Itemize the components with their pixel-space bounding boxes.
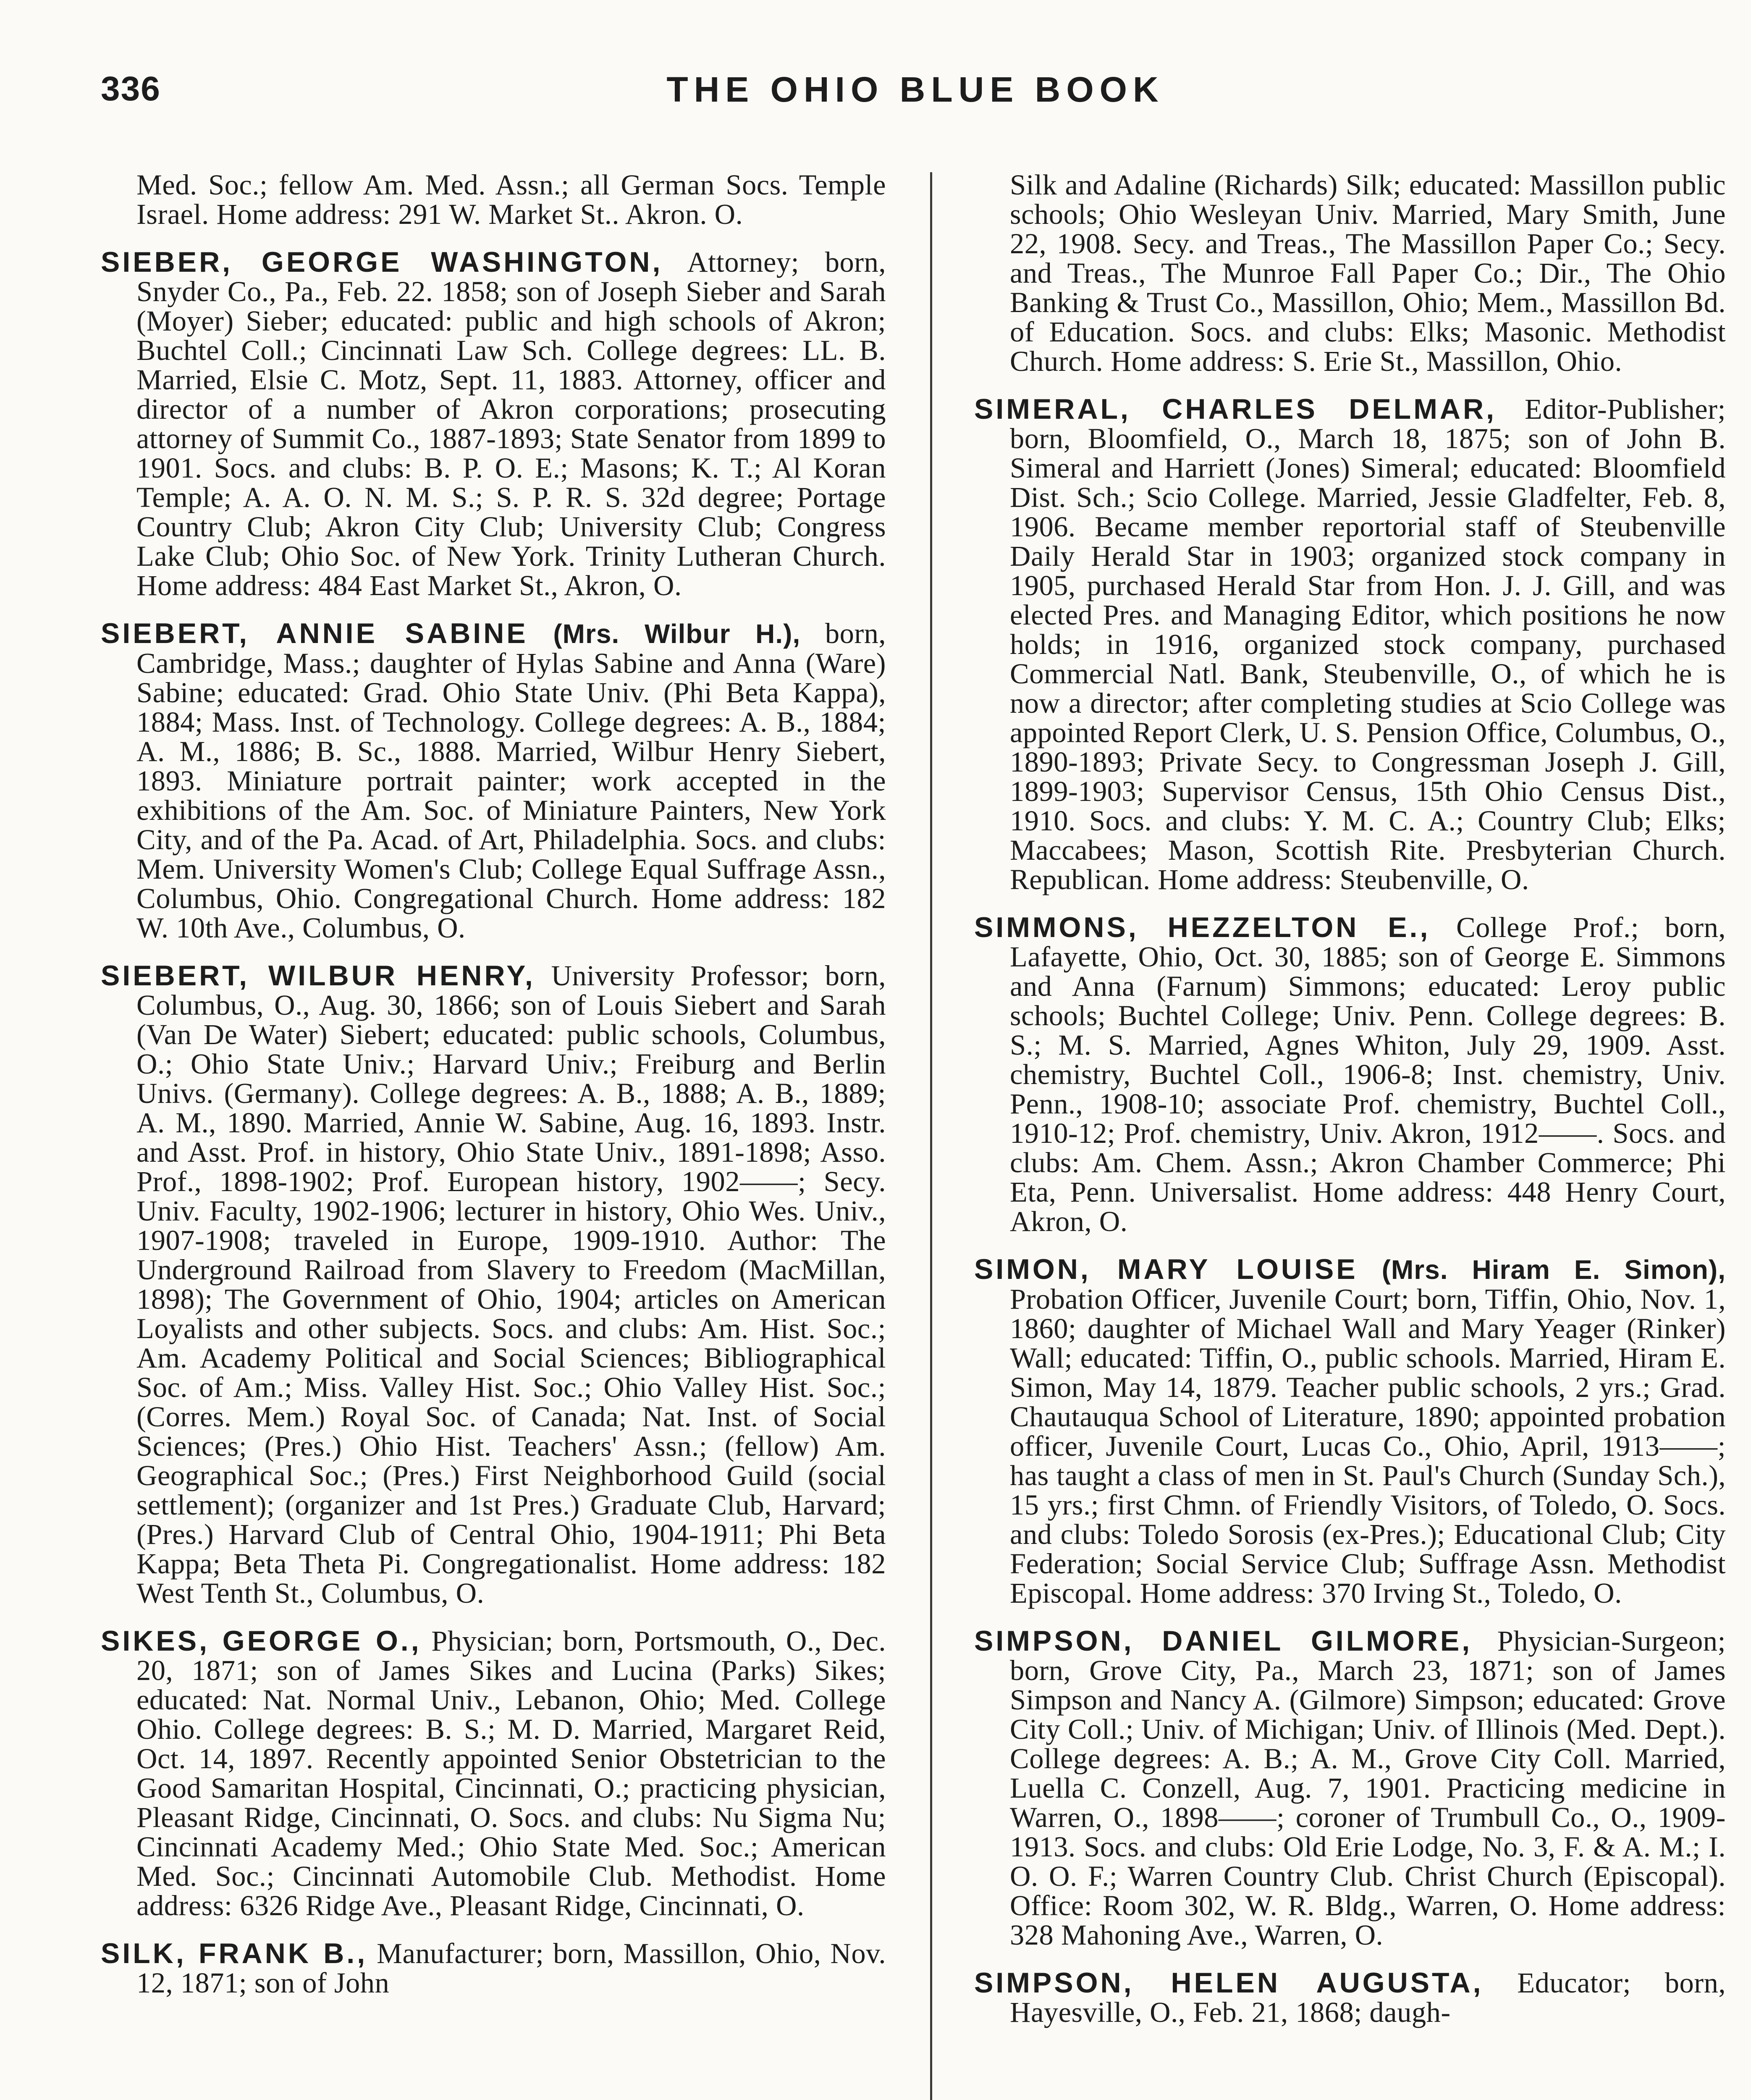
column-divider	[930, 172, 932, 2100]
entry-sieber-george	[101, 247, 886, 600]
left-column	[101, 170, 886, 2100]
entry-simeral-charles	[974, 394, 1726, 894]
entry-text: Physician-Surgeon; born, Grove City, Pa., March 23, 1871; son of James Simpson and Nancy A. (Gilmore) Simpson; educated: Grove City Coll.; Univ. of Michigan; Univ. of Illinois (Med. Dept.). College degrees: A. B.; A. M., Grove City Coll. Married, Luella C. Conzell, Aug. 7, 1901. Practicing medicine in Warren, O., 1898——; coroner of Trumbull Co., O., 1909-1913. Socs. and clubs: Old Erie Lodge, No. 3, F. & A. M.; I. O. O. F.; Warren Country Club. Christ Church (Episcopal). Office: Room 302, W. R. Bldg., Warren, O. Home address: 328 Mahoning Ave., Warren, O.	[1010, 1625, 1726, 1951]
entry-text: born, Cambridge, Mass.; daughter of Hylas Sabine and Anna (Ware) Sabine; educated: Grad. Ohio State Univ. (Phi Beta Kappa), 1884; Mass. Inst. of Technology. College degrees: A. B., 1884; A. M., 1886; B. Sc., 1888. Married, Wilbur Henry Siebert, 1893. Miniature portrait painter; work accepted in the exhibitions of the Am. Soc. of Miniature Painters, New York City, and of the Pa. Acad. of Art, Philadelphia. Socs. and clubs: Mem. University Women's Club; College Equal Suffrage Assn., Columbus, Ohio. Congregational Church. Home address: 182 W. 10th Ave., Columbus, O.	[136, 617, 886, 944]
book-title: THE OHIO BLUE BOOK	[666, 70, 1164, 109]
entry-siebert-wilbur	[101, 961, 886, 1608]
entry-simmons-hezzelton	[974, 913, 1726, 1236]
entry-spouse: (Mrs. Hiram E. Simon),	[1358, 1255, 1726, 1285]
entry-simon-mary	[974, 1255, 1726, 1608]
entry-sikes-george	[101, 1626, 886, 1920]
entry-name: SIKES, GEORGE O.,	[101, 1625, 422, 1657]
page-number: 336	[101, 70, 161, 108]
entry-name: SIMERAL, CHARLES DELMAR,	[974, 393, 1497, 425]
entry-text: University Professor; born, Columbus, O., Aug. 30, 1866; son of Louis Siebert and Sarah (Van De Water) Siebert; educated: public schools, Columbus, O.; Ohio State Univ.; Harvard Univ.; Freiburg and Berlin Univs. (Germany). College degrees: A. B., 1888; A. B., 1889; A. M., 1890. Married, Annie W. Sabine, Aug. 16, 1893. Instr. and Asst. Prof. in history, Ohio State Univ., 1891-1898; Asso. Prof., 1898-1902; Prof. European history, 1902——; Secy. Univ. Faculty, 1902-1906; lecturer in history, Ohio Wes. Univ., 1907-1908; traveled in Europe, 1909-1910. Author: The Underground Railroad from Slavery to Freedom (MacMillan, 1898); The Government of Ohio, 1904; articles on American Loyalists and other subjects. Socs. and clubs: Am. Hist. Soc.; Am. Academy Political and Social Sciences; Bibliographical Soc. of Am.; Miss. Valley Hist. Soc.; Ohio Valley Hist. Soc.; (Corres. Mem.) Royal Soc. of Canada; Nat. Inst. of Social Sciences; (Pres.) Ohio Hist. Teachers' Assn.; (fellow) Am. Geographical Soc.; (Pres.) First Neighborhood Guild (social settlement); (organizer and 1st Pres.) Graduate Club, Harvard; (Pres.) Harvard Club of Central Ohio, 1904-1911; Phi Beta Kappa; Beta Theta Pi. Congregationalist. Home address: 182 West Tenth St., Columbus, O.	[136, 960, 886, 1609]
entry-text: Editor-Publisher; born, Bloomfield, O., March 18, 1875; son of John B. Simeral and Harriett (Jones) Simeral; educated: Bloomfield Dist. Sch.; Scio College. Married, Jessie Gladfelter, Feb. 8, 1906. Became member reportorial staff of Steubenville Daily Herald Star in 1903; organized stock company in 1905, purchased Herald Star from Hon. J. J. Gill, and was elected Pres. and Managing Editor, which positions he now holds; in 1916, organized stock company, purchased Commercial Natl. Bank, Steubenville, O., of which he is now a director; after completing studies at Scio College was appointed Report Clerk, U. S. Pension Office, Columbus, O., 1890-1893; Private Secy. to Congressman Joseph J. Gill, 1899-1903; Supervisor Census, 15th Ohio Census Dist., 1910. Socs. and clubs: Y. M. C. A.; Country Club; Elks; Maccabees; Mason, Scottish Rite. Presbyterian Church. Republican. Home address: Steubenville, O.	[1010, 393, 1726, 895]
entry-continued-top-left	[101, 170, 886, 229]
entry-name: SIEBER, GEORGE WASHINGTON,	[101, 246, 663, 278]
entry-text: College Prof.; born, Lafayette, Ohio, Oct. 30, 1885; son of George E. Simmons and Anna (Farnum) Simmons; educated: Leroy public schools; Buchtel College; Univ. Penn. College degrees: B. S.; M. S. Married, Agnes Whiton, July 29, 1909. Asst. chemistry, Buchtel Coll., 1906-8; Inst. chemistry, Univ. Penn., 1908-10; associate Prof. chemistry, Buchtel Coll., 1910-12; Prof. chemistry, Univ. Akron, 1912——. Socs. and clubs: Am. Chem. Assn.; Akron Chamber Commerce; Phi Eta, Penn. Universalist. Home address: 448 Henry Court, Akron, O.	[1010, 911, 1726, 1237]
entry-silk-frank	[101, 1939, 886, 1998]
entry-text: Manufacturer; born, Massillon, Ohio, Nov. 12, 1871; son of John	[136, 1937, 886, 1999]
entry-text: Probation Officer, Juvenile Court; born, Tiffin, Ohio, Nov. 1, 1860; daughter of Michael Wall and Mary Yeager (Rinker) Wall; educated: Tiffin, O., public schools. Married, Hiram E. Simon, May 14, 1879. Teacher public schools, 2 yrs.; Grad. Chautauqua School of Literature, 1890; appointed probation officer, Juvenile Court, Lucas Co., Ohio, April, 1913——; has taught a class of men in St. Paul's Church (Sunday Sch.), 15 yrs.; first Chmn. of Friendly Visitors, of Toledo, O. Socs. and clubs: Toledo Sorosis (ex-Pres.); Educational Club; City Federation; Social Service Club; Suffrage Assn. Methodist Episcopal. Home address: 370 Irving St., Toledo, O.	[1010, 1283, 1726, 1609]
entry-name: SIEBERT, ANNIE SABINE	[101, 617, 528, 649]
entry-text: Silk and Adaline (Richards) Silk; educated: Massillon public schools; Ohio Wesleyan Univ. Married, Mary Smith, June 22, 1908. Secy. and Treas., The Massillon Paper Co.; Secy. and Treas., The Munroe Fall Paper Co.; Dir., The Ohio Banking & Trust Co., Massillon, Ohio; Mem., Massillon Bd. of Education. Socs. and clubs: Elks; Masonic. Methodist Church. Home address: S. Erie St., Massillon, Ohio.	[1010, 170, 1726, 377]
running-head	[101, 69, 1730, 128]
right-column	[974, 170, 1726, 2100]
entry-continued-top-right	[974, 170, 1726, 376]
entry-name: SILK, FRANK B.,	[101, 1937, 368, 1969]
entry-name: SIMPSON, DANIEL GILMORE,	[974, 1625, 1473, 1657]
entry-siebert-annie	[101, 619, 886, 942]
entry-name: SIMPSON, HELEN AUGUSTA,	[974, 1967, 1484, 1999]
entry-text: Physician; born, Portsmouth, O., Dec. 20, 1871; son of James Sikes and Lucina (Parks) Sikes; educated: Nat. Normal Univ., Lebanon, Ohio; Med. College Ohio. College degrees: B. S.; M. D. Married, Margaret Reid, Oct. 14, 1897. Recently appointed Senior Obstetrician to the Good Samaritan Hospital, Cincinnati, O.; practicing physician, Pleasant Ridge, Cincinnati, O. Socs. and clubs: Nu Sigma Nu; Cincinnati Academy Med.; Ohio State Med. Soc.; American Med. Soc.; Cincinnati Automobile Club. Methodist. Home address: 6326 Ridge Ave., Pleasant Ridge, Cincinnati, O.	[136, 1625, 886, 1922]
entry-text: Attorney; born, Snyder Co., Pa., Feb. 22. 1858; son of Joseph Sieber and Sarah (Moyer) Sieber; educated: public and high schools of Akron; Buchtel Coll.; Cincinnati Law Sch. College degrees: LL. B. Married, Elsie C. Motz, Sept. 11, 1883. Attorney, officer and director of a number of Akron corporations; prosecuting attorney of Summit Co., 1887-1893; State Senator from 1899 to 1901. Socs. and clubs: B. P. O. E.; Masons; K. T.; Al Koran Temple; A. A. O. N. M. S.; S. P. R. S. 32d degree; Portage Country Club; Akron City Club; University Club; Congress Lake Club; Ohio Soc. of New York. Trinity Lutheran Church. Home address: 484 East Market St., Akron, O.	[136, 246, 886, 601]
entry-name: SIEBERT, WILBUR HENRY,	[101, 960, 535, 992]
entry-text: Educator; born, Hayesville, O., Feb. 21, 1868; daugh-	[1010, 1967, 1726, 2028]
entry-simpson-helen	[974, 1968, 1726, 2027]
entry-text: Med. Soc.; fellow Am. Med. Assn.; all German Socs. Temple Israel. Home address: 291 W. Market St.. Akron. O.	[136, 170, 886, 230]
entry-spouse: (Mrs. Wilbur H.),	[528, 619, 801, 649]
entry-simpson-daniel	[974, 1626, 1726, 1950]
entry-name: SIMMONS, HEZZELTON E.,	[974, 911, 1431, 943]
entry-name: SIMON, MARY LOUISE	[974, 1253, 1358, 1285]
